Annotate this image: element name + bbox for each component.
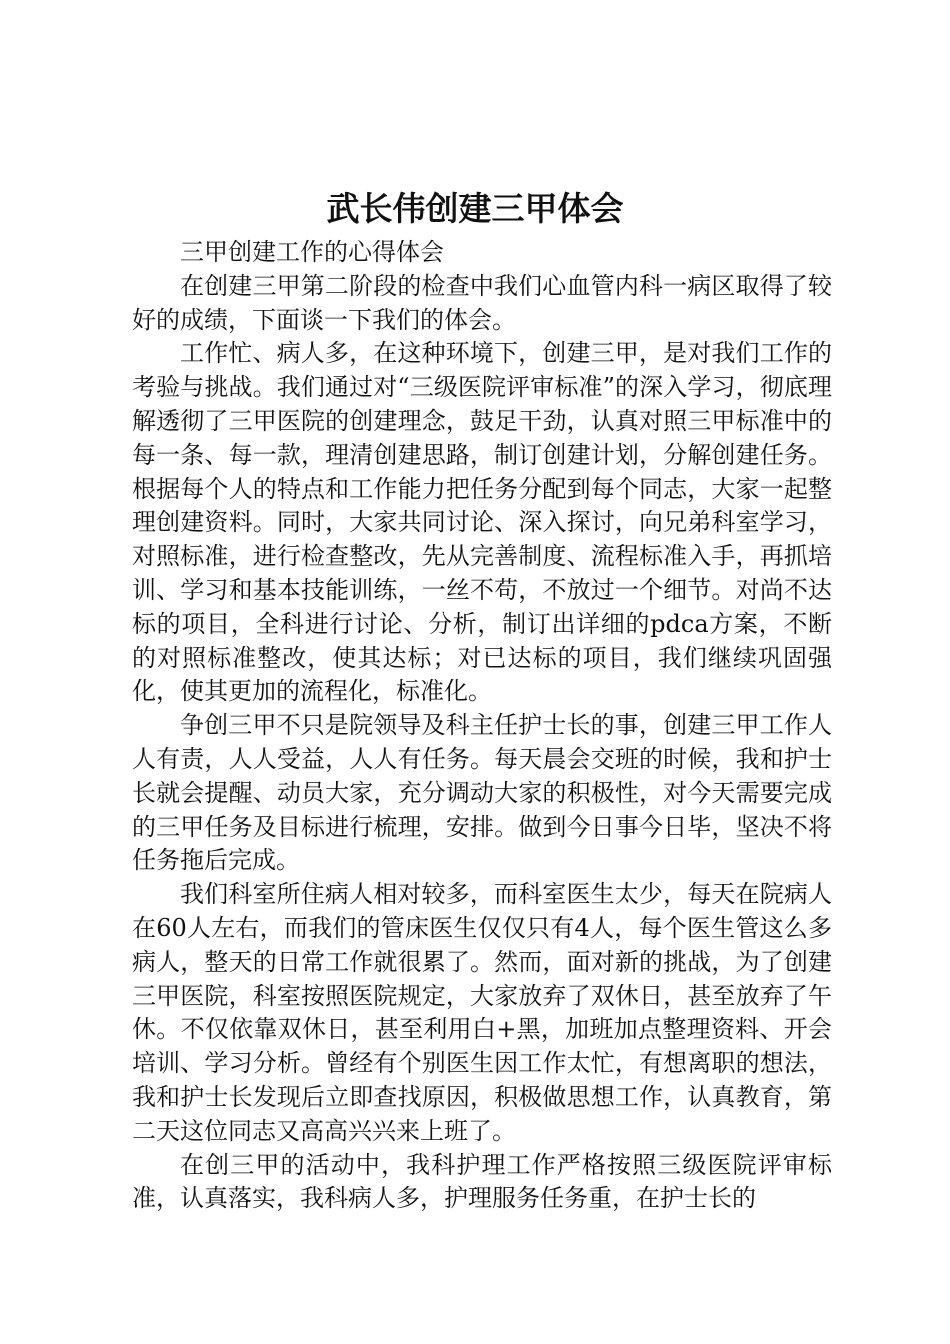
paragraph: 在创三甲的活动中，我科护理工作严格按照三级医院评审标准，认真落实，我科病人多，护理服务任务重，在护士长的 bbox=[132, 1150, 832, 1213]
paragraph: 我们科室所住病人相对较多，而科室医生太少，每天在院病人在60人左右，而我们的管床医生仅仅只有4人，每个医生管这么多病人，整天的日常工作就很累了。然而，面对新的挑战，为了创建三甲医院，科室按照医院规定，大家放弃了双休日，甚至放弃了午休。不仅依靠双休日，甚至利用白+黑，加班加点整理资料、开会培训、学习分析。曾经有个别医生因工作太忙，有想离职的想法，我和护士长发现后立即查找原因，积极做思想工作，认真教育，第二天这位同志又高高兴兴来上班了。 bbox=[132, 880, 832, 1145]
document-title: 武长伟创建三甲体会 bbox=[326, 189, 624, 228]
document-body bbox=[132, 236, 832, 1216]
paragraph: 在创建三甲第二阶段的检查中我们心血管内科一病区取得了较好的成绩，下面谈一下我们的体会。 bbox=[132, 271, 832, 334]
paragraph: 工作忙、病人多，在这种环境下，创建三甲，是对我们工作的考验与挑战。我们通过对“三级医院评审标准”的深入学习，彻底理解透彻了三甲医院的创建理念，鼓足干劲，认真对照三甲标准中的每一条、每一款，理清创建思路，制订创建计划，分解创建任务。根据每个人的特点和工作能力把任务分配到每个同志，大家一起整理创建资料。同时，大家共同讨论、深入探讨，向兄弟科室学习，对照标准，进行检查整改，先从完善制度、流程标准入手，再抓培训、学习和基本技能训练，一丝不苟，不放过一个细节。对尚不达标的项目，全科进行讨论、分析，制订出详细的pdca方案，不断的对照标准整改，使其达标；对已达标的项目，我们继续巩固强化，使其更加的流程化，标准化。 bbox=[132, 339, 832, 706]
paragraph-subtitle: 三甲创建工作的心得体会 bbox=[180, 238, 444, 266]
paragraph: 争创三甲不只是院领导及科主任护士长的事，创建三甲工作人人有责，人人受益，人人有任务。每天晨会交班的时候，我和护士长就会提醒、动员大家，充分调动大家的积极性，对今天需要完成的三甲任务及目标进行梳理，安排。做到今日事今日毕，坚决不将任务拖后完成。 bbox=[132, 711, 832, 875]
